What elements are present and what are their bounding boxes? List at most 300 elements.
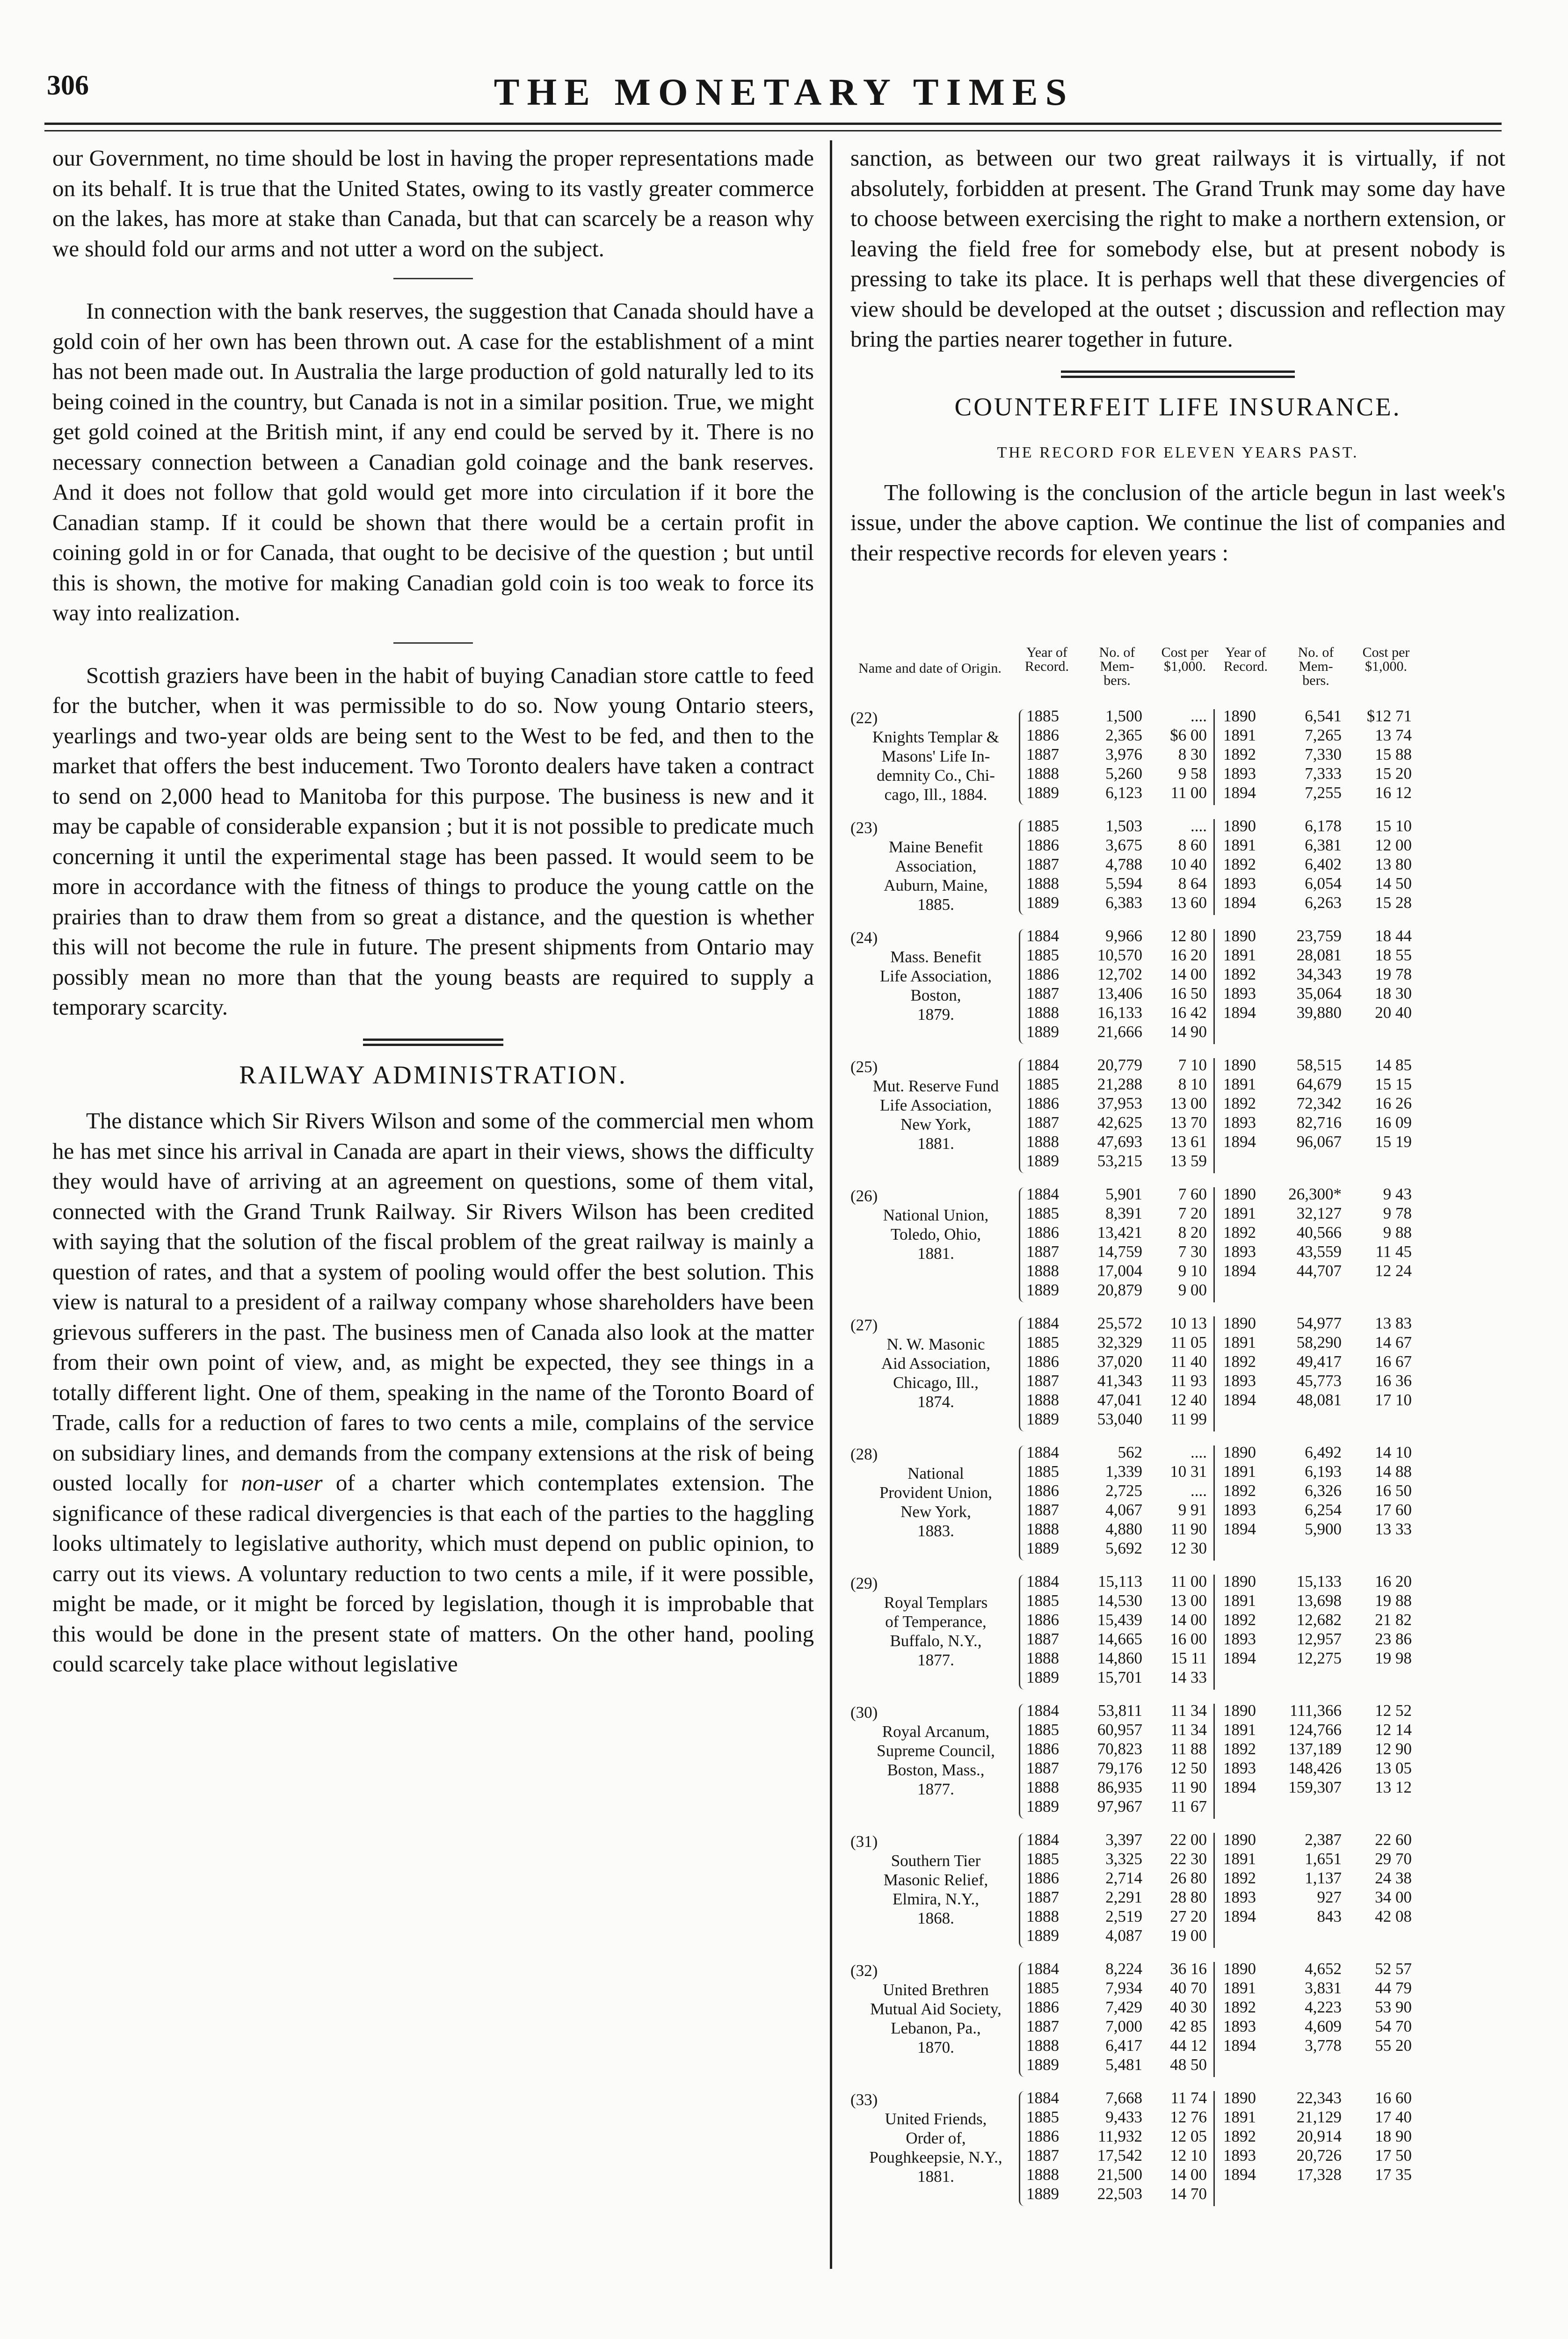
table-row bbox=[850, 1261, 1505, 1280]
cell-cost: 11 00 bbox=[1170, 1572, 1207, 1591]
cell-members-2: 15,133 bbox=[1296, 1572, 1342, 1591]
cell-cost: 26 80 bbox=[1170, 1869, 1207, 1887]
company-index: (31) bbox=[850, 1832, 878, 1851]
cell-members: 47,041 bbox=[1097, 1391, 1142, 1409]
cell-members-2: 32,127 bbox=[1296, 1204, 1342, 1222]
cell-year-2: 1890 bbox=[1223, 1960, 1256, 1978]
cell-year: 1889 bbox=[1026, 2056, 1059, 2074]
cell-cost-2: 18 90 bbox=[1375, 2127, 1412, 2145]
cell-members-2: 7,265 bbox=[1305, 726, 1342, 744]
cell-members-2: 26,300* bbox=[1288, 1185, 1342, 1203]
cell-year-2: 1893 bbox=[1223, 1372, 1256, 1390]
cell-members-2: 1,651 bbox=[1305, 1850, 1342, 1868]
cell-cost-2: 11 45 bbox=[1375, 1242, 1412, 1261]
cell-cost-2: 14 88 bbox=[1375, 1462, 1412, 1481]
cell-cost-2: 13 83 bbox=[1375, 1314, 1412, 1332]
cell-members: 7,429 bbox=[1105, 1998, 1142, 2016]
cell-year: 1888 bbox=[1026, 1133, 1059, 1151]
cell-cost: 27 20 bbox=[1170, 1907, 1207, 1925]
cell-year: 1887 bbox=[1026, 1630, 1059, 1648]
cell-cost: .... bbox=[1191, 1482, 1207, 1500]
cell-year: 1884 bbox=[1026, 927, 1059, 945]
company-name-line: 1877. bbox=[917, 1780, 954, 1798]
cell-year-2: 1892 bbox=[1223, 1482, 1256, 1500]
cell-members-2: 4,609 bbox=[1305, 2017, 1342, 2035]
table-row bbox=[850, 706, 1505, 726]
cell-year: 1887 bbox=[1026, 1242, 1059, 1261]
cell-year: 1885 bbox=[1026, 1591, 1059, 1610]
company-name-line: Chicago, Ill., bbox=[893, 1373, 979, 1392]
cell-year: 1886 bbox=[1026, 1740, 1059, 1758]
paragraph-railway bbox=[52, 1106, 814, 1679]
table-row bbox=[850, 1333, 1505, 1352]
table-row bbox=[850, 2127, 1505, 2146]
cell-year-2: 1891 bbox=[1223, 946, 1256, 964]
cell-cost-2: 14 50 bbox=[1375, 874, 1412, 893]
cell-cost-2: 13 74 bbox=[1375, 726, 1412, 744]
cell-year: 1885 bbox=[1026, 817, 1059, 835]
cell-cost: 40 30 bbox=[1170, 1998, 1207, 2016]
separator-2 bbox=[393, 642, 473, 644]
cell-year: 1887 bbox=[1026, 1113, 1059, 1132]
cell-year-2: 1891 bbox=[1223, 1979, 1256, 1997]
cell-cost-2: 18 30 bbox=[1375, 984, 1412, 1002]
company-name-line: Masonic Relief, bbox=[883, 1871, 988, 1889]
cell-year: 1889 bbox=[1026, 1797, 1059, 1816]
railway-text-a: The distance which Sir Rivers Wilson and some of the commercial men whom he has met since his arrival in Canada are apart in their views, shows the difficulty they would have of arriving at an agreement on questions, some of them vital, connected with the Grand Trunk Railway. Sir Rivers Wilson has been credited with saying that the solution of the fiscal problem of the great railway is mainly a question of rates, and that a system of pooling would offer the best solution. This view is natural to a president of a railway company whose shareholders have been grievous sufferers in the past. The business men of Canada also look at the matter from their own point of view, and, as might be expected, they see things in a totally different light. One of them, speaking in the name of the Toronto Board of Trade, calls for a reduction of fares to two cents a mile, complains of the service on subsidiary lines, and demands from the company extensions at the risk of being ousted locally for bbox=[52, 1108, 814, 1496]
cell-members: 25,572 bbox=[1097, 1314, 1142, 1332]
cell-cost-2: 16 67 bbox=[1375, 1352, 1412, 1371]
cell-members-2: 6,402 bbox=[1305, 855, 1342, 873]
cell-members: 9,433 bbox=[1105, 2108, 1142, 2126]
cell-members-2: 54,977 bbox=[1296, 1314, 1342, 1332]
cell-cost-2: 16 60 bbox=[1375, 2089, 1412, 2107]
company-entry bbox=[850, 706, 1505, 816]
cell-members-2: 6,254 bbox=[1305, 1501, 1342, 1519]
cell-cost: 19 00 bbox=[1170, 1926, 1207, 1945]
table-row bbox=[850, 1242, 1505, 1261]
cell-year: 1886 bbox=[1026, 1482, 1059, 1500]
cell-cost: 12 76 bbox=[1170, 2108, 1207, 2126]
cell-cost: 40 70 bbox=[1170, 1979, 1207, 1997]
table-row bbox=[850, 816, 1505, 835]
company-name-line: 1870. bbox=[917, 2038, 954, 2056]
cell-year-2: 1891 bbox=[1223, 2108, 1256, 2126]
cell-year-2: 1894 bbox=[1223, 1778, 1256, 1796]
table-row bbox=[850, 1075, 1505, 1094]
cell-members-2: 96,067 bbox=[1296, 1133, 1342, 1151]
company-entry bbox=[850, 1959, 1505, 2088]
masthead-rule-top bbox=[44, 123, 1502, 125]
cell-cost: 42 85 bbox=[1170, 2017, 1207, 2035]
cell-cost-2: 53 90 bbox=[1375, 1998, 1412, 2016]
cell-cost: 11 05 bbox=[1170, 1333, 1207, 1351]
table-row bbox=[850, 1481, 1505, 1500]
company-name-line: Auburn, Maine, bbox=[884, 876, 988, 894]
table-row bbox=[850, 2055, 1505, 2074]
cell-cost-2: 15 19 bbox=[1375, 1133, 1412, 1151]
cell-members: 6,417 bbox=[1105, 2036, 1142, 2055]
cell-members-2: 3,778 bbox=[1305, 2036, 1342, 2055]
table-header bbox=[850, 646, 1505, 706]
cell-year-2: 1894 bbox=[1223, 1391, 1256, 1409]
cell-year-2: 1894 bbox=[1223, 1907, 1256, 1925]
cell-members-2: 49,417 bbox=[1296, 1352, 1342, 1371]
company-name-line: Life Association, bbox=[879, 1096, 992, 1114]
railway-heading: RAILWAY ADMINISTRATION. bbox=[239, 1060, 627, 1089]
cell-year: 1884 bbox=[1026, 1056, 1059, 1074]
cell-year: 1884 bbox=[1026, 1701, 1059, 1720]
cell-year: 1889 bbox=[1026, 1668, 1059, 1686]
company-name-line: Mut. Reserve Fund bbox=[872, 1077, 999, 1095]
company-name-line: Boston, Mass., bbox=[887, 1761, 985, 1779]
company-entry bbox=[850, 1055, 1505, 1184]
table-row bbox=[850, 2088, 1505, 2107]
cell-year: 1888 bbox=[1026, 1391, 1059, 1409]
cell-cost: 11 34 bbox=[1170, 1701, 1207, 1720]
table-row bbox=[850, 1907, 1505, 1926]
cell-year: 1888 bbox=[1026, 874, 1059, 893]
cell-year-2: 1891 bbox=[1223, 1462, 1256, 1481]
cell-year-2: 1892 bbox=[1223, 1352, 1256, 1371]
cell-members: 53,811 bbox=[1098, 1701, 1142, 1720]
cell-year: 1885 bbox=[1026, 1204, 1059, 1222]
company-name-line: Toledo, Ohio, bbox=[891, 1225, 981, 1243]
company-name-line: Knights Templar & bbox=[872, 728, 1000, 746]
company-name-line: 1868. bbox=[917, 1909, 954, 1927]
company-index: (26) bbox=[850, 1187, 878, 1205]
cell-year-2: 1891 bbox=[1223, 1591, 1256, 1610]
cell-members: 42,625 bbox=[1097, 1113, 1142, 1132]
cell-cost-2: 12 24 bbox=[1375, 1262, 1412, 1280]
cell-cost-2: 19 78 bbox=[1375, 965, 1412, 983]
table-row bbox=[850, 1668, 1505, 1687]
cell-cost-2: 17 40 bbox=[1375, 2108, 1412, 2126]
table-row bbox=[850, 1184, 1505, 1204]
cell-cost: 10 40 bbox=[1170, 855, 1207, 873]
cell-cost-2: 16 20 bbox=[1375, 1572, 1412, 1591]
cell-cost: 8 64 bbox=[1178, 874, 1207, 893]
table-row bbox=[850, 1151, 1505, 1170]
table-row bbox=[850, 893, 1505, 912]
cell-members-2: 17,328 bbox=[1296, 2165, 1342, 2184]
cell-year-2: 1893 bbox=[1223, 874, 1256, 893]
cell-members-2: 2,387 bbox=[1305, 1831, 1342, 1849]
cell-cost-2: 44 79 bbox=[1375, 1979, 1412, 1997]
cell-year-2: 1891 bbox=[1223, 726, 1256, 744]
cell-year: 1887 bbox=[1026, 2146, 1059, 2165]
company-name-line: 1883. bbox=[917, 1522, 954, 1540]
paragraph-gold-coin: In connection with the bank reserves, the suggestion that Canada should have a gold coin of her own has been thrown out. A case for the establishment of a mint has not been made out. In Australia the large production of gold naturally led to its being coined in the country, but Canada is not in a similar position. True, we might get gold coined at the British mint, if any end could be served by it. There is no necessary connection between a Canadian gold coinage and the bank reserves. And it does not follow that gold would get more into circulation if it bore the Canadian stamp. If it could be shown that there would be a certain profit in coining gold in or for Canada, that ought to be decisive of the question ; but until this is shown, the motive for making Canadian gold coin is too weak to force its way into realization. bbox=[52, 298, 814, 625]
cell-members-2: 6,326 bbox=[1305, 1482, 1342, 1500]
cell-cost: 7 60 bbox=[1178, 1185, 1207, 1203]
cell-members: 17,542 bbox=[1097, 2146, 1142, 2165]
cell-year-2: 1893 bbox=[1223, 1630, 1256, 1648]
cell-year: 1888 bbox=[1026, 2036, 1059, 2055]
cell-cost: 14 00 bbox=[1170, 1611, 1207, 1629]
cell-members: 7,668 bbox=[1105, 2089, 1142, 2107]
cell-members: 6,123 bbox=[1105, 784, 1142, 802]
cell-members: 6,383 bbox=[1105, 893, 1142, 912]
cell-members: 47,693 bbox=[1097, 1133, 1142, 1151]
cell-cost-2: 21 82 bbox=[1375, 1611, 1412, 1629]
cell-members: 11,932 bbox=[1098, 2127, 1142, 2145]
cell-cost-2: 9 88 bbox=[1383, 1223, 1412, 1242]
cell-members: 2,725 bbox=[1105, 1482, 1142, 1500]
company-name-line: Association, bbox=[895, 857, 977, 875]
cell-year-2: 1894 bbox=[1223, 2036, 1256, 2055]
cell-year-2: 1893 bbox=[1223, 1501, 1256, 1519]
cell-members: 4,880 bbox=[1105, 1520, 1142, 1538]
cell-cost: 14 33 bbox=[1170, 1668, 1207, 1686]
cell-year-2: 1893 bbox=[1223, 1888, 1256, 1906]
cell-cost: 36 16 bbox=[1170, 1960, 1207, 1978]
column-divider bbox=[830, 140, 832, 2269]
table-row bbox=[850, 1352, 1505, 1371]
cell-cost-2: 13 05 bbox=[1375, 1759, 1412, 1777]
table-row bbox=[850, 1519, 1505, 1539]
cell-year: 1884 bbox=[1026, 1831, 1059, 1849]
cell-members: 5,260 bbox=[1105, 764, 1142, 783]
masthead-title: THE MONETARY TIMES bbox=[494, 71, 1074, 113]
cell-members-2: 13,698 bbox=[1296, 1591, 1342, 1610]
double-separator-railway bbox=[363, 1039, 503, 1046]
cell-year: 1884 bbox=[1026, 2089, 1059, 2107]
cell-cost-2: 19 98 bbox=[1375, 1649, 1412, 1667]
company-name-line: 1881. bbox=[917, 1244, 954, 1263]
cell-year: 1888 bbox=[1026, 1262, 1059, 1280]
cell-cost-2: 19 88 bbox=[1375, 1591, 1412, 1610]
cell-year-2: 1891 bbox=[1223, 836, 1256, 854]
cell-year: 1889 bbox=[1026, 1926, 1059, 1945]
cell-year-2: 1893 bbox=[1223, 984, 1256, 1002]
cell-members-2: 6,541 bbox=[1305, 707, 1342, 725]
company-index: (24) bbox=[850, 929, 878, 947]
table-row bbox=[850, 1797, 1505, 1816]
cell-members-2: 111,366 bbox=[1289, 1701, 1342, 1720]
cell-cost-2: 18 44 bbox=[1375, 927, 1412, 945]
table-row bbox=[850, 855, 1505, 874]
cell-cost: 11 99 bbox=[1170, 1410, 1207, 1428]
cell-members-2: 21,129 bbox=[1296, 2108, 1342, 2126]
cell-members-2: 5,900 bbox=[1305, 1520, 1342, 1538]
table-row bbox=[850, 1701, 1505, 1720]
cell-cost: 15 11 bbox=[1170, 1649, 1207, 1667]
header-year-2: Year of Record. bbox=[1223, 645, 1268, 674]
cell-year-2: 1894 bbox=[1223, 1133, 1256, 1151]
cell-cost: 11 74 bbox=[1170, 2089, 1207, 2107]
cell-members-2: 48,081 bbox=[1296, 1391, 1342, 1409]
cell-members-2: 58,515 bbox=[1296, 1056, 1342, 1074]
cell-year: 1889 bbox=[1026, 1281, 1059, 1299]
cell-members: 3,325 bbox=[1105, 1850, 1142, 1868]
cell-members: 2,365 bbox=[1105, 726, 1142, 744]
company-name-line: N. W. Masonic bbox=[886, 1335, 985, 1353]
table-row bbox=[850, 1926, 1505, 1945]
table-row bbox=[850, 1849, 1505, 1868]
company-name-line: 1881. bbox=[917, 2167, 954, 2186]
cell-cost: 22 30 bbox=[1170, 1850, 1207, 1868]
header-name: Name and date of Origin. bbox=[858, 661, 1002, 676]
cell-year: 1884 bbox=[1026, 1572, 1059, 1591]
cell-members-2: 20,726 bbox=[1296, 2146, 1342, 2165]
cell-cost: 11 93 bbox=[1170, 1372, 1207, 1390]
cell-year-2: 1892 bbox=[1223, 1998, 1256, 2016]
cell-year-2: 1892 bbox=[1223, 855, 1256, 873]
cell-members: 16,133 bbox=[1097, 1003, 1142, 1022]
insurance-subheading: THE RECORD FOR ELEVEN YEARS PAST. bbox=[997, 444, 1359, 461]
cell-year: 1885 bbox=[1026, 707, 1059, 725]
cell-members: 20,779 bbox=[1097, 1056, 1142, 1074]
cell-year-2: 1893 bbox=[1223, 2017, 1256, 2035]
cell-members: 14,860 bbox=[1097, 1649, 1142, 1667]
cell-year-2: 1891 bbox=[1223, 1721, 1256, 1739]
company-entry bbox=[850, 1701, 1505, 1830]
cell-year-2: 1893 bbox=[1223, 764, 1256, 783]
company-entry bbox=[850, 1572, 1505, 1701]
cell-members: 15,113 bbox=[1098, 1572, 1142, 1591]
cell-cost: 9 58 bbox=[1178, 764, 1207, 783]
cell-members: 21,666 bbox=[1097, 1023, 1142, 1041]
cell-cost: 16 50 bbox=[1170, 984, 1207, 1002]
table-row bbox=[850, 1610, 1505, 1629]
cell-year-2: 1890 bbox=[1223, 1314, 1256, 1332]
cell-cost-2: 16 50 bbox=[1375, 1482, 1412, 1500]
cell-members: 5,481 bbox=[1105, 2056, 1142, 2074]
cell-year: 1885 bbox=[1026, 1721, 1059, 1739]
company-name-line: 1885. bbox=[917, 895, 954, 914]
cell-year: 1889 bbox=[1026, 1410, 1059, 1428]
cell-members-2: 843 bbox=[1317, 1907, 1342, 1925]
company-name-line: United Friends, bbox=[885, 2110, 987, 2128]
company-name-line: Buffalo, N.Y., bbox=[890, 1632, 982, 1650]
cell-members-2: 23,759 bbox=[1296, 927, 1342, 945]
company-name-line: cago, Ill., 1884. bbox=[884, 785, 987, 804]
table-row bbox=[850, 835, 1505, 855]
header-cost-2: Cost per $1,000. bbox=[1362, 645, 1410, 674]
table-row bbox=[850, 1649, 1505, 1668]
company-index: (33) bbox=[850, 2091, 878, 2109]
cell-members: 9,966 bbox=[1105, 927, 1142, 945]
cell-cost: 11 90 bbox=[1170, 1520, 1207, 1538]
cell-cost: 11 90 bbox=[1170, 1778, 1207, 1796]
cell-cost: 8 60 bbox=[1178, 836, 1207, 854]
cell-members-2: 1,137 bbox=[1305, 1869, 1342, 1887]
cell-cost: 11 00 bbox=[1170, 784, 1207, 802]
company-name-line: Mass. Benefit bbox=[890, 948, 981, 966]
company-name-line: National Union, bbox=[883, 1206, 989, 1224]
cell-cost-2: $12 71 bbox=[1366, 707, 1412, 725]
cell-year: 1887 bbox=[1026, 855, 1059, 873]
cell-year-2: 1892 bbox=[1223, 1611, 1256, 1629]
cell-year: 1888 bbox=[1026, 1003, 1059, 1022]
cell-members-2: 44,707 bbox=[1296, 1262, 1342, 1280]
paragraph-cattle: Scottish graziers have been in the habit of buying Canadian store cattle to feed for the butcher, when it was permissible to do so. Now young Ontario steers, yearlings and two-year olds are being sent to the West to be fed, and then to the market that offers the best inducement. Two Toronto dealers have taken a contract to send on 2,000 head to Manitoba for this purpose. The business is new and it may be capable of considerable expansion ; but it is not possible to predicate much concerning it until the experimental stage has been passed. It would seem to be more in accordance with the fitness of things to produce the young cattle on the prairies than to draw them from so great a distance, and the question is whether this will not become the rule in future. The present shipments from Ontario may possibly mean no more than that the young beasts are required to supply a temporary scarcity. bbox=[52, 662, 814, 1020]
cell-cost: 12 40 bbox=[1170, 1391, 1207, 1409]
cell-members: 37,953 bbox=[1097, 1094, 1142, 1112]
cell-members: 12,702 bbox=[1097, 965, 1142, 983]
cell-members-2: 4,223 bbox=[1305, 1998, 1342, 2016]
insurance-table bbox=[850, 646, 1505, 2217]
table-row bbox=[850, 1739, 1505, 1758]
cell-cost: 48 50 bbox=[1170, 2056, 1207, 2074]
cell-year-2: 1890 bbox=[1223, 1831, 1256, 1849]
cell-members: 7,934 bbox=[1105, 1979, 1142, 1997]
table-row bbox=[850, 1003, 1505, 1022]
cell-year: 1885 bbox=[1026, 1979, 1059, 1997]
company-entry bbox=[850, 926, 1505, 1055]
cell-year-2: 1890 bbox=[1223, 1056, 1256, 1074]
cell-members-2: 7,255 bbox=[1305, 784, 1342, 802]
cell-members: 562 bbox=[1118, 1443, 1142, 1461]
cell-year-2: 1894 bbox=[1223, 784, 1256, 802]
company-name-line: Royal Arcanum, bbox=[882, 1722, 990, 1741]
company-name-line: Poughkeepsie, N.Y., bbox=[869, 2148, 1002, 2166]
company-name-line: Elmira, N.Y., bbox=[892, 1890, 980, 1908]
masthead-rule-bottom bbox=[44, 130, 1502, 131]
cell-year-2: 1891 bbox=[1223, 1075, 1256, 1093]
cell-year-2: 1890 bbox=[1223, 1701, 1256, 1720]
cell-year: 1887 bbox=[1026, 745, 1059, 763]
header-members: No. of Mem-bers. bbox=[1099, 645, 1135, 688]
company-entry bbox=[850, 1443, 1505, 1572]
cell-members: 14,665 bbox=[1097, 1630, 1142, 1648]
cell-year: 1889 bbox=[1026, 1539, 1059, 1557]
table-row bbox=[850, 984, 1505, 1003]
table-row bbox=[850, 1022, 1505, 1041]
cell-year: 1887 bbox=[1026, 1888, 1059, 1906]
table-row bbox=[850, 2017, 1505, 2036]
table-row bbox=[850, 745, 1505, 764]
cell-members-2: 927 bbox=[1317, 1888, 1342, 1906]
cell-year-2: 1892 bbox=[1223, 745, 1256, 763]
cell-cost: 14 00 bbox=[1170, 2165, 1207, 2184]
cell-cost-2: 13 80 bbox=[1375, 855, 1412, 873]
left-column bbox=[52, 143, 814, 1679]
cell-cost-2: 15 20 bbox=[1375, 764, 1412, 783]
company-name-line: Lebanon, Pa., bbox=[891, 2019, 981, 2037]
table-row bbox=[850, 1778, 1505, 1797]
cell-year-2: 1890 bbox=[1223, 1443, 1256, 1461]
header-members-2: No. of Mem-bers. bbox=[1298, 645, 1334, 688]
separator-1 bbox=[393, 278, 473, 279]
cell-year-2: 1892 bbox=[1223, 1869, 1256, 1887]
company-index: (27) bbox=[850, 1316, 878, 1334]
cell-cost: 8 10 bbox=[1178, 1075, 1207, 1093]
cell-cost-2: 13 33 bbox=[1375, 1520, 1412, 1538]
cell-members: 97,967 bbox=[1097, 1797, 1142, 1816]
cell-cost-2: 23 86 bbox=[1375, 1630, 1412, 1648]
cell-cost: 13 61 bbox=[1170, 1133, 1207, 1151]
cell-cost: 8 30 bbox=[1178, 745, 1207, 763]
cell-cost: 9 91 bbox=[1178, 1501, 1207, 1519]
cell-members: 5,692 bbox=[1105, 1539, 1142, 1557]
table-row bbox=[850, 2184, 1505, 2203]
cell-year-2: 1890 bbox=[1223, 1572, 1256, 1591]
cell-cost-2: 17 35 bbox=[1375, 2165, 1412, 2184]
cell-year-2: 1894 bbox=[1223, 893, 1256, 912]
cell-members: 8,224 bbox=[1105, 1960, 1142, 1978]
company-name-line: 1877. bbox=[917, 1651, 954, 1669]
cell-cost: 11 67 bbox=[1170, 1797, 1207, 1816]
cell-members-2: 159,307 bbox=[1288, 1778, 1342, 1796]
cell-year-2: 1892 bbox=[1223, 1223, 1256, 1242]
cell-members-2: 40,566 bbox=[1296, 1223, 1342, 1242]
company-index: (32) bbox=[850, 1961, 878, 1980]
cell-members: 2,291 bbox=[1105, 1888, 1142, 1906]
cell-year: 1888 bbox=[1026, 764, 1059, 783]
table-row bbox=[850, 965, 1505, 984]
